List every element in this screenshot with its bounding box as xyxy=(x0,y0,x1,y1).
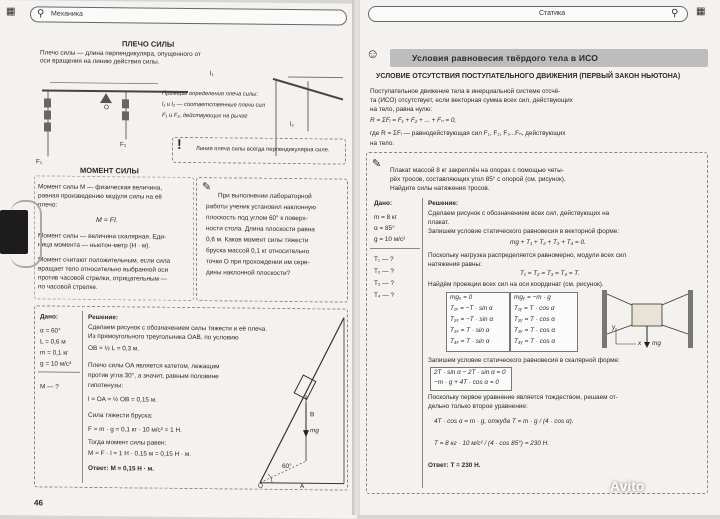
solution-line: Из прямоугольного треугольника OAB, по условию xyxy=(88,332,239,342)
task-line-5: 0,6 м. Каков момент силы тяжести xyxy=(206,236,309,245)
moment-title: МОМЕНТ СИЛЫ xyxy=(80,165,139,176)
lever-label-l2: l₂ xyxy=(290,121,294,129)
left-page-number: 46 xyxy=(34,498,43,508)
scalar-eq: 2T · sin α − 2T · sin α = 0 xyxy=(434,369,506,376)
lever-label-f1: F₁ xyxy=(36,158,43,166)
solution-line: натяжения равны: xyxy=(428,261,482,268)
solution-line: Найдём проекции всех сил на оси координат (см. рисунок). xyxy=(428,281,604,288)
solution-answer: Ответ: M = 0,15 Н · м. xyxy=(88,464,155,473)
projection-y: T₃ᵧ = T · cos α xyxy=(514,327,556,334)
task-line-4: ности стола. Длина плоскости равна xyxy=(206,225,315,234)
left-page xyxy=(0,0,357,519)
given-title: Дано: xyxy=(374,200,392,207)
moment-line-7: вращает тело относительно выбранной оси xyxy=(38,265,169,274)
solution-line: Запишем условие статического равновесия в векторной форме: xyxy=(428,228,620,235)
solution-line: плакат. xyxy=(428,219,450,226)
task-line: Найдите силы натяжения тросов. xyxy=(390,185,490,192)
task-line: рёх тросов, составляющих угол 85° с опорой (см. рисунок). xyxy=(390,176,566,183)
task-line-3: плоскость под углом 60° к поверх- xyxy=(206,214,308,223)
projection-y: T₁ᵧ = T · cos α xyxy=(514,305,555,312)
given-item: L = 0,6 м xyxy=(40,338,66,346)
solution-line: Поскольку нагрузка распределяется равномерно, модули всех сил xyxy=(428,252,627,259)
reader-icon: ☺ xyxy=(366,46,380,61)
exclamation-icon: ! xyxy=(177,135,182,152)
moment-line-2: равная произведению модуля силы на её xyxy=(38,192,162,201)
left-header-title: Механика xyxy=(51,10,83,18)
solution-title: Решение: xyxy=(88,313,119,322)
incline-diagram xyxy=(240,311,348,492)
right-header-title: Статика xyxy=(539,10,566,17)
given-item: g = 10 м/с² xyxy=(374,236,406,243)
solution-line: OB = ½ L = 0,3 м. xyxy=(88,344,140,353)
given-item: α = 85° xyxy=(374,225,395,232)
magnifier-icon: ⚲ xyxy=(37,8,45,20)
scalar-eq: −m · g + 4T · cos α = 0 xyxy=(434,379,499,386)
intro-line: на тело. xyxy=(370,140,395,147)
projection-x: T₃ₓ = T · sin α xyxy=(450,327,490,334)
projection-x: T₄ₓ = T · sin α xyxy=(450,338,490,345)
intro-line: где R = ΣFᵢ — равнодействующая сил F₁, F₂, F₃...Fₙ, действующих xyxy=(370,130,566,137)
given-item: m = 8 кг xyxy=(374,214,398,221)
task-line-2: работы ученик установил наклонную xyxy=(206,203,316,212)
given-find: M — ? xyxy=(40,383,59,391)
solution-title: Решение: xyxy=(428,200,459,207)
task-line-6: бруска массой 0,1 кг относительно xyxy=(206,247,310,256)
moment-line-5: ница момента — ньютон-метр (Н · м). xyxy=(38,241,151,250)
right-running-header xyxy=(368,6,688,22)
moment-line-8: против часовой стрелки, отрицательным — xyxy=(38,274,168,283)
projection-y: T₂ᵧ = T · cos α xyxy=(514,316,555,323)
binder-clip xyxy=(0,210,28,254)
book-icon: ▦ xyxy=(6,6,16,18)
given-item: g = 10 м/с² xyxy=(40,360,72,368)
lever-label-l1: l₁ xyxy=(210,70,214,78)
poster-label-mg: mg xyxy=(652,340,661,347)
poster-label-y: y xyxy=(612,324,616,331)
solution-line: Сила тяжести бруска: xyxy=(88,411,153,420)
task-line: Плакат массой 8 кг закреплён на опорах с помощью четы- xyxy=(390,167,564,174)
incline-label-b: B xyxy=(310,411,315,419)
projection-y: T₄ᵧ = T · cos α xyxy=(514,338,556,345)
intro-formula: R = ΣFᵢ = F₁ + F₂ + ... + Fₙ = 0, xyxy=(370,117,457,124)
solution-line: F = m · g = 0,1 кг · 10 м/с² = 1 Н. xyxy=(88,425,182,434)
lever-example-2: l₁ и l₂ — соответственные плечи сил xyxy=(162,101,265,109)
task-line-1: При выполнении лабораторной xyxy=(218,192,312,201)
magnifier-icon: ⚲ xyxy=(671,8,679,19)
pencil-icon: ✎ xyxy=(202,181,212,194)
section-subheading: УСЛОВИЕ ОТСУТСТВИЯ ПОСТУПАТЕЛЬНОГО ДВИЖЕНИЯ (ПЕРВЫЙ ЗАКОН НЬЮТОНА) xyxy=(376,73,681,80)
task-line-7: точки O при прохождении им сере- xyxy=(206,258,310,267)
solution-formula: mg + T₁ + T₂ + T₃ + T₄ = 0. xyxy=(510,239,586,246)
banner-title: Условия равновесия твёрдого тела в ИСО xyxy=(412,53,599,63)
lever-title: ПЛЕЧО СИЛЫ xyxy=(122,39,175,49)
intro-line: на тело, равна нулю: xyxy=(370,106,433,113)
moment-formula: M = Fl. xyxy=(96,217,118,225)
projection-x: T₂ₓ = −T · sin α xyxy=(450,316,493,323)
solution-line: гипотенузы: xyxy=(88,381,124,390)
intro-line: Поступательное движение тела в инерциальной системе отсчё- xyxy=(370,88,561,95)
solution-formula: 4T · cos α = m · g, откуда T = m · g / (4 · cos α). xyxy=(434,418,574,425)
solution-line: Запишем условие статического равновесия в скалярной форме: xyxy=(428,357,620,364)
incline-label-a: A xyxy=(300,483,305,491)
solution-formula: T = 8 кг · 10 м/с² / (4 · cos 85°) = 230 Н. xyxy=(434,440,550,447)
solution-formula: T₁ = T₂ = T₃ = T₄ = T. xyxy=(520,270,580,277)
incline-label-mg: mg xyxy=(310,427,319,435)
book-icon: ▦ xyxy=(696,6,706,17)
solution-line: Поскольку первое уравнение является тождеством, решаем от- xyxy=(428,394,618,401)
poster-diagram xyxy=(596,288,700,350)
lever-label-o: O xyxy=(104,104,109,112)
solution-line: l = OA = ½ OB = 0,15 м. xyxy=(88,395,157,404)
lever-note: Линия плеча силы всегда перпендикулярна силе. xyxy=(196,146,330,154)
solution-line: M = F · l = 1 Н · 0,15 м = 0,15 Н · м. xyxy=(88,449,192,459)
given-find: T₃ — ? xyxy=(374,280,395,287)
given-find: T₄ — ? xyxy=(374,292,395,299)
solution-line: Плечо силы OA является катетом, лежащим xyxy=(88,361,220,371)
given-divider xyxy=(82,311,83,483)
solution-line: против угла 30°, а значит, равным половине xyxy=(88,371,219,381)
moment-line-3: плечо: xyxy=(38,201,58,209)
section-banner xyxy=(390,49,708,67)
projection-x: T₁ₓ = −T · sin α xyxy=(450,305,493,312)
given-item: α = 60° xyxy=(40,327,61,335)
moment-line-1: Момент силы M — физическая величина, xyxy=(38,183,163,192)
moment-line-4: Момент силы — величина скалярная. Еди- xyxy=(38,232,167,241)
projection-y: mgᵧ = −m · g xyxy=(514,294,551,301)
given-find: T₂ — ? xyxy=(374,268,394,275)
solution-line: Тогда момент силы равен: xyxy=(88,438,167,447)
solution-line: дельно только второе уравнение: xyxy=(428,403,528,410)
given-title: Дано: xyxy=(40,313,58,321)
lever-def-2: оси вращения на линию действия силы. xyxy=(40,57,160,66)
incline-label-o: O xyxy=(258,482,263,490)
solution-answer: Ответ: T = 230 Н. xyxy=(428,462,481,469)
poster-label-x: x xyxy=(638,340,642,347)
given-divider xyxy=(422,198,423,488)
lever-example-3: F₁ и F₂, действующих на рычаг xyxy=(162,112,248,120)
incline-label-angle: 60° xyxy=(282,462,292,471)
pencil-icon: ✎ xyxy=(372,158,382,170)
given-find-line xyxy=(370,248,420,249)
solution-line: Сделаем рисунок с обозначением всех сил, действующих на xyxy=(428,210,610,217)
avito-watermark: Avito xyxy=(610,478,645,494)
task-line-8: дины наклонной плоскости? xyxy=(206,269,291,278)
right-page xyxy=(360,0,720,515)
given-item: m = 0,1 кг xyxy=(40,349,69,357)
moment-line-6: Момент считают положительным, если сила xyxy=(38,256,171,265)
lever-label-f2: F₂ xyxy=(120,141,127,149)
lever-def-1: Плечо силы — длина перпендикуляра, опущенного от xyxy=(40,49,201,59)
given-find: T₁ — ? xyxy=(374,256,394,263)
left-running-header xyxy=(30,6,347,25)
solution-line: Сделаем рисунок с обозначением силы тяжести и её плеча. xyxy=(88,323,268,333)
moment-line-9: по часовой стрелке. xyxy=(38,283,98,292)
intro-line: та (ИСО) отсутствует, если векторная сумма всех сил, действующих xyxy=(370,97,573,104)
projection-x: mgₓ = 0 xyxy=(450,294,473,301)
lever-example-1: Примеры определения плеча силы: xyxy=(162,90,259,98)
